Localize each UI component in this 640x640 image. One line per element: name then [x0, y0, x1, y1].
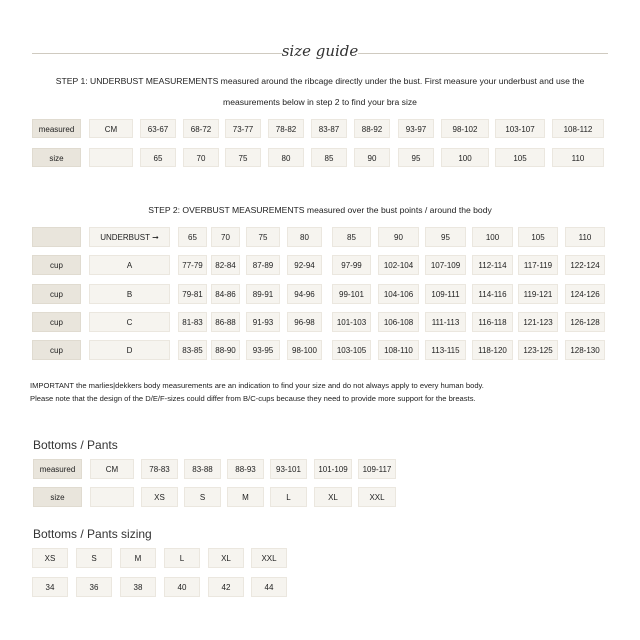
underbust-cell: 105	[495, 148, 545, 167]
overbust-cell: cup	[32, 340, 81, 360]
overbust-cell: cup	[32, 284, 81, 304]
bottoms-cell: M	[227, 487, 264, 507]
underbust-cell: 95	[398, 148, 434, 167]
overbust-cell: 100	[472, 227, 513, 247]
overbust-cell	[32, 227, 81, 247]
bottoms-cell: 83-88	[184, 459, 221, 479]
bottoms-sizing-heading: Bottoms / Pants sizing	[33, 527, 152, 541]
bottoms-cell: 109-117	[358, 459, 396, 479]
bottoms-cell: 88-93	[227, 459, 264, 479]
overbust-cell: 101-103	[332, 312, 371, 332]
overbust-cell: 81-83	[178, 312, 207, 332]
overbust-cell: cup	[32, 312, 81, 332]
bottoms-cell: 93-101	[270, 459, 307, 479]
underbust-cell: 93-97	[398, 119, 434, 138]
bottoms-cell: S	[184, 487, 221, 507]
sizing-cell: 44	[251, 577, 287, 597]
overbust-cell: 80	[287, 227, 322, 247]
step1-description-line1: STEP 1: UNDERBUST MEASUREMENTS measured around the ribcage directly under the bust. First measure your underbust and use the	[55, 76, 585, 86]
bottoms-cell: CM	[90, 459, 134, 479]
overbust-cell: 118-120	[472, 340, 513, 360]
sizing-cell: XL	[208, 548, 244, 568]
overbust-cell: 95	[425, 227, 466, 247]
sizing-cell: L	[164, 548, 200, 568]
overbust-cell: B	[89, 284, 170, 304]
underbust-cell: measured	[32, 119, 81, 138]
overbust-cell: 89-91	[246, 284, 280, 304]
sizing-cell: 42	[208, 577, 244, 597]
overbust-cell: 98-100	[287, 340, 322, 360]
sizing-cell: 40	[164, 577, 200, 597]
overbust-cell: 83-85	[178, 340, 207, 360]
bottoms-cell: XXL	[358, 487, 396, 507]
overbust-cell: 128-130	[565, 340, 605, 360]
bottoms-cell: 101-109	[314, 459, 352, 479]
overbust-cell: 90	[378, 227, 419, 247]
underbust-cell: 80	[268, 148, 304, 167]
overbust-cell: 114-116	[472, 284, 513, 304]
bottoms-cell	[90, 487, 134, 507]
overbust-cell: 96-98	[287, 312, 322, 332]
underbust-cell: 103-107	[495, 119, 545, 138]
bottoms-cell: XL	[314, 487, 352, 507]
step2-heading: STEP 2: OVERBUST MEASUREMENTS measured over the bust points / around the body	[148, 205, 492, 215]
overbust-cell: 109-111	[425, 284, 466, 304]
overbust-cell: 117-119	[518, 255, 558, 275]
overbust-cell: 126-128	[565, 312, 605, 332]
overbust-cell: 85	[332, 227, 371, 247]
overbust-cell: 104-106	[378, 284, 419, 304]
overbust-cell: 110	[565, 227, 605, 247]
title-divider-left	[32, 53, 282, 54]
title-divider-right	[358, 53, 608, 54]
underbust-cell: 68-72	[183, 119, 219, 138]
underbust-cell: 100	[441, 148, 489, 167]
bottoms-cell: 78-83	[141, 459, 178, 479]
overbust-cell: 108-110	[378, 340, 419, 360]
overbust-cell: 86-88	[211, 312, 240, 332]
overbust-cell: 92-94	[287, 255, 322, 275]
overbust-cell: 75	[246, 227, 280, 247]
overbust-cell: cup	[32, 255, 81, 275]
overbust-cell: 87-89	[246, 255, 280, 275]
overbust-cell: 91-93	[246, 312, 280, 332]
bottoms-cell: measured	[33, 459, 82, 479]
overbust-cell: C	[89, 312, 170, 332]
underbust-cell: 110	[552, 148, 604, 167]
overbust-cell: 112-114	[472, 255, 513, 275]
underbust-cell: 63-67	[140, 119, 176, 138]
underbust-cell: 85	[311, 148, 347, 167]
overbust-cell: 111-113	[425, 312, 466, 332]
underbust-cell: 75	[225, 148, 261, 167]
overbust-cell: 77-79	[178, 255, 207, 275]
overbust-cell: 119-121	[518, 284, 558, 304]
underbust-cell: 78-82	[268, 119, 304, 138]
bottoms-cell: L	[270, 487, 307, 507]
bottoms-cell: size	[33, 487, 82, 507]
overbust-cell: 82-84	[211, 255, 240, 275]
overbust-cell: 123-125	[518, 340, 558, 360]
overbust-cell: 121-123	[518, 312, 558, 332]
sizing-cell: M	[120, 548, 156, 568]
underbust-cell: size	[32, 148, 81, 167]
overbust-cell: 113-115	[425, 340, 466, 360]
important-note: IMPORTANT the marlies|dekkers body measurements are an indication to find your size and do not always apply to every human body.	[30, 381, 484, 390]
overbust-cell: 97-99	[332, 255, 371, 275]
overbust-cell: 70	[211, 227, 240, 247]
underbust-cell: 65	[140, 148, 176, 167]
underbust-cell: 70	[183, 148, 219, 167]
sizing-cell: S	[76, 548, 112, 568]
underbust-cell	[89, 148, 133, 167]
bottoms-cell: XS	[141, 487, 178, 507]
overbust-cell: 103-105	[332, 340, 371, 360]
overbust-cell: 124-126	[565, 284, 605, 304]
sizing-cell: 38	[120, 577, 156, 597]
overbust-cell: 102-104	[378, 255, 419, 275]
overbust-cell: 84-86	[211, 284, 240, 304]
overbust-cell: 99-101	[332, 284, 371, 304]
underbust-cell: CM	[89, 119, 133, 138]
overbust-cell: A	[89, 255, 170, 275]
underbust-cell: 98-102	[441, 119, 489, 138]
overbust-cell: 107-109	[425, 255, 466, 275]
page-title: size guide	[281, 42, 359, 60]
overbust-cell: 116-118	[472, 312, 513, 332]
overbust-cell: 65	[178, 227, 207, 247]
underbust-cell: 108-112	[552, 119, 604, 138]
sizing-cell: XXL	[251, 548, 287, 568]
underbust-cell: 90	[354, 148, 390, 167]
overbust-cell: 79-81	[178, 284, 207, 304]
underbust-cell: 88-92	[354, 119, 390, 138]
overbust-cell: 105	[518, 227, 558, 247]
overbust-cell: D	[89, 340, 170, 360]
overbust-cell: 122-124	[565, 255, 605, 275]
sizing-cell: 36	[76, 577, 112, 597]
step1-description-line2: measurements below in step 2 to find your bra size	[223, 97, 417, 107]
underbust-cell: 73-77	[225, 119, 261, 138]
overbust-cell: 94-96	[287, 284, 322, 304]
design-note: Please note that the design of the D/E/F-sizes could differ from B/C-cups because they need to provide more support for the breasts.	[30, 394, 476, 403]
underbust-cell: 83-87	[311, 119, 347, 138]
overbust-cell: 88-90	[211, 340, 240, 360]
overbust-cell: 93-95	[246, 340, 280, 360]
bottoms-heading: Bottoms / Pants	[33, 438, 118, 452]
overbust-cell: UNDERBUST ➞	[89, 227, 170, 247]
sizing-cell: 34	[32, 577, 68, 597]
overbust-cell: 106-108	[378, 312, 419, 332]
sizing-cell: XS	[32, 548, 68, 568]
